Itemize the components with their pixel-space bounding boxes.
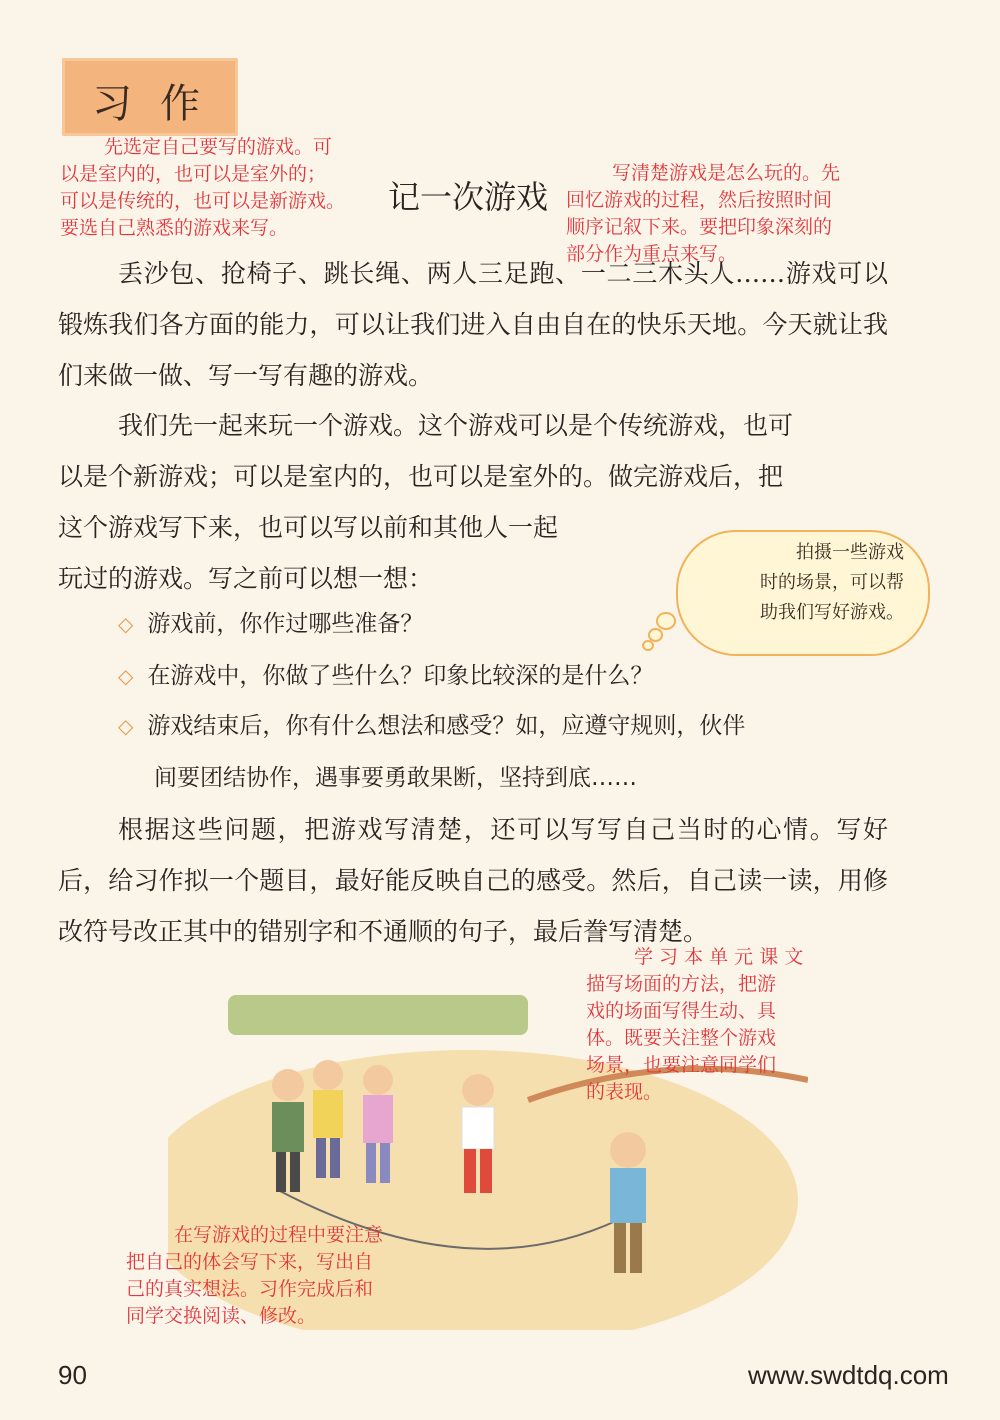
hedge <box>228 995 528 1035</box>
annotation-line: 场景，也要注意同学们 <box>586 1054 777 1076</box>
diamond-icon: ◇ <box>118 714 134 738</box>
annotation-bottom-left <box>126 1222 383 1330</box>
paragraph-intro: 丢沙包、抢椅子、跳长绳、两人三足跑、一二三木头人……游戏可以锻炼我们各方面的能力，可以让我们进入自由自在的快乐天地。今天就让我们来做一做、写一写有趣的游戏。 <box>58 259 888 390</box>
annotation-line: 写清楚游戏是怎么玩的。先 <box>612 162 841 184</box>
paragraph-line: 这个游戏写下来，也可以写以前和其他人一起 <box>58 513 559 542</box>
annotation-line: 同学交换阅读、修改。 <box>126 1305 317 1327</box>
annotation-line: 部分作为重点来写。 <box>566 243 738 265</box>
page-title: 记一次游戏 <box>388 178 549 216</box>
bubble-line: 时的场景，可以帮 <box>760 572 904 593</box>
annotation-line: 的表现。 <box>586 1081 663 1103</box>
question-text: 在游戏中，你做了些什么？印象比较深的是什么？ <box>147 663 654 689</box>
question-item <box>118 598 888 650</box>
annotation-line: 戏的场面写得生动、具 <box>586 1000 777 1022</box>
annotation-line: 要选自己熟悉的游戏来写。 <box>60 217 289 239</box>
bubble-line: 助我们写好游戏。 <box>760 602 904 623</box>
question-text: 游戏前，你作过哪些准备？ <box>147 611 424 637</box>
paragraph-line: 我们先一起来玩一个游戏。这个游戏可以是个传统游戏，也可 <box>118 411 794 440</box>
bubble-line: 拍摄一些游戏 <box>796 542 904 563</box>
diamond-icon: ◇ <box>118 664 134 688</box>
annotation-line: 描写场面的方法，把游 <box>586 973 777 995</box>
annotation-line: 顺序记叙下来。要把印象深刻的 <box>566 216 833 238</box>
annotation-line: 己的真实想法。习作完成后和 <box>126 1278 374 1300</box>
question-item <box>118 650 888 702</box>
section-banner <box>62 58 238 136</box>
annotation-mid-right <box>586 944 803 1106</box>
diamond-icon: ◇ <box>118 612 134 636</box>
paragraph-line: 以是个新游戏；可以是室内的，也可以是室外的。做完游戏后，把 <box>58 462 784 491</box>
annotation-line: 回忆游戏的过程，然后按照时间 <box>566 189 833 211</box>
annotation-line: 体。既要关注整个游戏 <box>586 1027 777 1049</box>
question-item <box>118 700 888 752</box>
page-number: 90 <box>58 1360 87 1390</box>
annotation-line: 先选定自己要写的游戏。可 <box>104 136 333 158</box>
annotation-line: 以是室内的，也可以是室外的； <box>60 163 327 185</box>
section-label: 习作 <box>92 81 228 127</box>
watermark-url: www.swdtdq.com <box>748 1360 949 1390</box>
annotation-line: 把自己的体会写下来，写出自 <box>126 1251 374 1273</box>
annotation-line: 可以是传统的，也可以是新游戏。 <box>60 190 346 212</box>
annotation-top-left <box>60 134 345 242</box>
question-text: 游戏结束后，你有什么想法和感受？如，应遵守规则，伙伴 <box>147 713 746 739</box>
paragraph-line: 玩过的游戏。写之前可以想一想： <box>58 564 434 593</box>
annotation-line: 学 习 本 单 元 课 文 <box>634 946 804 968</box>
paragraph-closing: 根据这些问题，把游戏写清楚，还可以写写自己当时的心情。写好后，给习作拟一个题目，最好能反映自己的感受。然后，自己读一读，用修改符号改正其中的错别字和不通顺的句子，最后誊写清楚。 <box>58 815 888 946</box>
question-continuation: 间要团结协作，遇事要勇敢果断，坚持到底…… <box>154 765 637 791</box>
annotation-line: 在写游戏的过程中要注意 <box>174 1224 384 1246</box>
